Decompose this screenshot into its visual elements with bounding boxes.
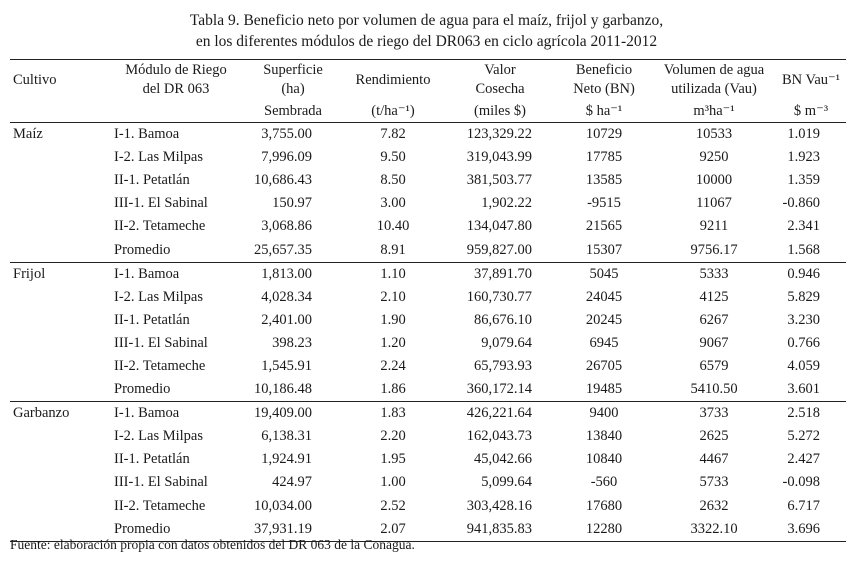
cell-superficie: 398.23 — [272, 334, 312, 351]
table-row — [10, 192, 846, 215]
cell-bnvau: 1.359 — [787, 172, 820, 189]
cell-rendimiento: 3.00 — [380, 195, 406, 212]
unit-beneficio: $ ha⁻¹ — [585, 103, 623, 119]
cell-beneficio: -560 — [590, 474, 618, 491]
cell-bnvau: 0.766 — [787, 334, 820, 351]
cell-valor: 1,902.22 — [481, 195, 532, 212]
data-table — [10, 59, 846, 542]
cell-rendimiento: 7.82 — [342, 123, 444, 147]
cell-valor: 381,503.77 — [466, 172, 532, 189]
cell-volumen: 9067 — [699, 334, 729, 351]
header-beneficio: Beneficio Neto (BN) — [556, 60, 652, 101]
cell-bnvau: 1.568 — [787, 241, 820, 258]
header-valor: Valor Cosecha — [444, 60, 556, 101]
cell-valor: 426,221.64 — [444, 402, 556, 426]
cell-bnvau: 4.059 — [787, 357, 820, 374]
cell-superficie: 1,545.91 — [261, 357, 312, 374]
cell-volumen: 5410.50 — [690, 381, 738, 398]
cell-modulo: III-1. El Sabinal — [114, 195, 208, 212]
table-body — [10, 123, 846, 542]
cell-modulo: II-2. Tetameche — [114, 218, 206, 235]
cell-rendimiento: 1.10 — [342, 262, 444, 286]
cell-modulo: III-1. El Sabinal — [114, 474, 208, 491]
cell-bnvau: -0.860 — [782, 195, 820, 212]
crop-label: Maíz — [10, 123, 108, 147]
cell-valor: 360,172.14 — [466, 381, 532, 398]
cell-valor: 941,835.83 — [444, 518, 556, 542]
cell-rendimiento: 10.40 — [376, 218, 410, 235]
cell-valor: 123,329.22 — [444, 123, 556, 147]
table-row — [10, 123, 846, 147]
cell-superficie: 10,686.43 — [254, 172, 312, 189]
cell-volumen: 11067 — [696, 195, 732, 212]
cell-modulo: I-1. Bamoa — [108, 262, 244, 286]
cell-volumen: 2625 — [699, 428, 729, 445]
cell-beneficio: 17785 — [585, 149, 623, 166]
cell-superficie: 150.97 — [272, 195, 312, 212]
cell-rendimiento: 2.52 — [380, 497, 406, 514]
cell-beneficio: 9400 — [556, 402, 652, 426]
cell-superficie: 3,755.00 — [244, 123, 342, 147]
cell-bnvau: 5.272 — [787, 428, 820, 445]
cell-volumen: 9756.17 — [690, 241, 738, 258]
cell-superficie: 25,657.35 — [254, 241, 312, 258]
table-row — [10, 495, 846, 518]
cell-bnvau: 0.946 — [776, 262, 846, 286]
header-superficie: Superficie (ha) — [244, 60, 342, 101]
cell-beneficio: 20245 — [585, 311, 623, 328]
cell-rendimiento: 1.95 — [380, 451, 406, 468]
cell-beneficio: 24045 — [585, 288, 623, 305]
cell-rendimiento: 8.91 — [380, 241, 406, 258]
cell-volumen: 2632 — [699, 497, 729, 514]
cell-beneficio: 5045 — [556, 262, 652, 286]
cell-modulo: II-2. Tetameche — [114, 357, 206, 374]
table-row — [10, 448, 846, 471]
header-volumen: Volumen de agua utilizada (Vau) — [652, 60, 776, 101]
cell-rendimiento: 1.83 — [342, 402, 444, 426]
cell-modulo: I-1. Bamoa — [108, 123, 244, 147]
unit-bnvau: $ m⁻³ — [793, 103, 829, 119]
cell-beneficio: 10729 — [556, 123, 652, 147]
table-row — [10, 425, 846, 448]
cell-beneficio: 17680 — [585, 497, 623, 514]
cell-bnvau: 3.696 — [776, 518, 846, 542]
cell-volumen: 9211 — [699, 218, 729, 235]
cell-volumen: 5333 — [652, 262, 776, 286]
cell-rendimiento: 2.24 — [380, 357, 406, 374]
cell-volumen: 10533 — [652, 123, 776, 147]
cell-valor: 37,891.70 — [444, 262, 556, 286]
table-row — [10, 286, 846, 309]
cell-beneficio: 21565 — [585, 218, 623, 235]
cell-valor: 160,730.77 — [466, 288, 532, 305]
header-rendimiento: Rendimiento — [342, 60, 444, 101]
cell-valor: 5,099.64 — [481, 474, 532, 491]
cell-volumen: 3733 — [652, 402, 776, 426]
cell-superficie: 37,931.19 — [244, 518, 342, 542]
cell-modulo: I-2. Las Milpas — [114, 149, 203, 166]
cell-superficie: 3,068.86 — [261, 218, 312, 235]
cell-modulo: I-1. Bamoa — [108, 402, 244, 426]
crop-label: Garbanzo — [10, 402, 108, 426]
cell-rendimiento: 1.90 — [380, 311, 406, 328]
crop-label: Frijol — [10, 262, 108, 286]
header-bnvau: BN Vau⁻¹ — [776, 60, 846, 101]
cell-valor: 959,827.00 — [466, 241, 532, 258]
cell-rendimiento: 1.00 — [380, 474, 406, 491]
cell-beneficio: 6945 — [589, 334, 619, 351]
cell-bnvau: 2.427 — [787, 451, 820, 468]
cell-modulo: Promedio — [108, 518, 244, 542]
cell-beneficio: 12280 — [556, 518, 652, 542]
cell-rendimiento: 2.20 — [380, 428, 406, 445]
cell-bnvau: -0.098 — [782, 474, 820, 491]
table-caption — [0, 0, 853, 52]
cell-bnvau: 3.230 — [787, 311, 820, 328]
cell-beneficio: 15307 — [585, 241, 623, 258]
cell-valor: 65,793.93 — [474, 357, 532, 374]
cell-modulo: II-1. Petatlán — [114, 172, 190, 189]
cell-volumen: 6579 — [699, 357, 729, 374]
cell-beneficio: -9515 — [587, 195, 621, 212]
cell-superficie: 4,028.34 — [261, 288, 312, 305]
cell-superficie: 19,409.00 — [244, 402, 342, 426]
cell-volumen: 9250 — [699, 149, 729, 166]
cell-rendimiento: 8.50 — [380, 172, 406, 189]
table-row — [10, 146, 846, 169]
cell-volumen: 6267 — [699, 311, 729, 328]
table-row — [10, 262, 846, 286]
cell-modulo: Promedio — [114, 381, 171, 398]
header-cultivo: Cultivo — [10, 60, 108, 101]
cell-modulo: I-2. Las Milpas — [114, 288, 203, 305]
table-row — [10, 238, 846, 262]
cell-bnvau: 5.829 — [787, 288, 820, 305]
cell-modulo: Promedio — [114, 241, 171, 258]
unit-superficie: Sembrada — [264, 103, 322, 119]
caption-line-2: en los diferentes módulos de riego del DR063 en ciclo agrícola 2011-2012 — [195, 33, 658, 50]
cell-bnvau: 6.717 — [787, 497, 820, 514]
cell-modulo: II-2. Tetameche — [114, 497, 206, 514]
cell-valor: 9,079.64 — [481, 334, 532, 351]
cell-rendimiento: 1.86 — [380, 381, 406, 398]
cell-valor: 162,043.73 — [466, 428, 532, 445]
cell-volumen: 3322.10 — [652, 518, 776, 542]
cell-volumen: 10000 — [695, 172, 733, 189]
cell-valor: 86,676.10 — [474, 311, 532, 328]
cell-volumen: 5733 — [699, 474, 729, 491]
cell-valor: 45,042.66 — [474, 451, 532, 468]
header-modulo: Módulo de Riego del DR 063 — [108, 60, 244, 101]
cell-valor: 303,428.16 — [466, 497, 532, 514]
cell-volumen: 4125 — [699, 288, 729, 305]
cell-superficie: 1,813.00 — [244, 262, 342, 286]
cell-superficie: 10,186.48 — [254, 381, 312, 398]
cell-rendimiento: 2.07 — [342, 518, 444, 542]
table-row — [10, 332, 846, 355]
unit-volumen: m³ha⁻¹ — [693, 103, 735, 119]
cell-modulo: I-2. Las Milpas — [114, 428, 203, 445]
cell-modulo: II-1. Petatlán — [114, 451, 190, 468]
cell-bnvau: 1.019 — [776, 123, 846, 147]
cell-rendimiento: 1.20 — [380, 334, 406, 351]
cell-valor: 319,043.99 — [466, 149, 532, 166]
table-row — [10, 378, 846, 402]
table-row — [10, 169, 846, 192]
cell-bnvau: 2.341 — [787, 218, 820, 235]
table-row — [10, 471, 846, 494]
cell-beneficio: 26705 — [585, 357, 623, 374]
cell-valor: 134,047.80 — [466, 218, 532, 235]
cell-modulo: III-1. El Sabinal — [114, 334, 208, 351]
cell-superficie: 424.97 — [272, 474, 312, 491]
cell-beneficio: 13585 — [585, 172, 623, 189]
cell-rendimiento: 2.10 — [380, 288, 406, 305]
caption-line-1: Tabla 9. Beneficio neto por volumen de agua para el maíz, frijol y garbanzo, — [189, 12, 664, 29]
table-row — [10, 355, 846, 378]
cell-beneficio: 13840 — [585, 428, 623, 445]
unit-valor: (miles $) — [474, 103, 526, 119]
cell-modulo: II-1. Petatlán — [114, 311, 190, 328]
table-header — [10, 60, 846, 123]
cell-volumen: 4467 — [699, 451, 729, 468]
cell-superficie: 6,138.31 — [261, 428, 312, 445]
cell-rendimiento: 9.50 — [380, 149, 406, 166]
cell-superficie: 10,034.00 — [254, 497, 312, 514]
cell-bnvau: 3.601 — [787, 381, 820, 398]
unit-rendimiento: (t/ha⁻¹) — [371, 103, 415, 119]
table-row — [10, 215, 846, 238]
cell-superficie: 2,401.00 — [261, 311, 312, 328]
cell-beneficio: 19485 — [585, 381, 623, 398]
table-row — [10, 309, 846, 332]
source-footnote: Fuente: elaboración propia con datos obtenidos del DR 063 de la Conagua. — [10, 537, 415, 552]
cell-superficie: 1,924.91 — [261, 451, 312, 468]
cell-bnvau: 1.923 — [787, 149, 820, 166]
cell-beneficio: 10840 — [585, 451, 623, 468]
cell-bnvau: 2.518 — [776, 402, 846, 426]
cell-superficie: 7,996.09 — [261, 149, 312, 166]
table-row — [10, 402, 846, 426]
